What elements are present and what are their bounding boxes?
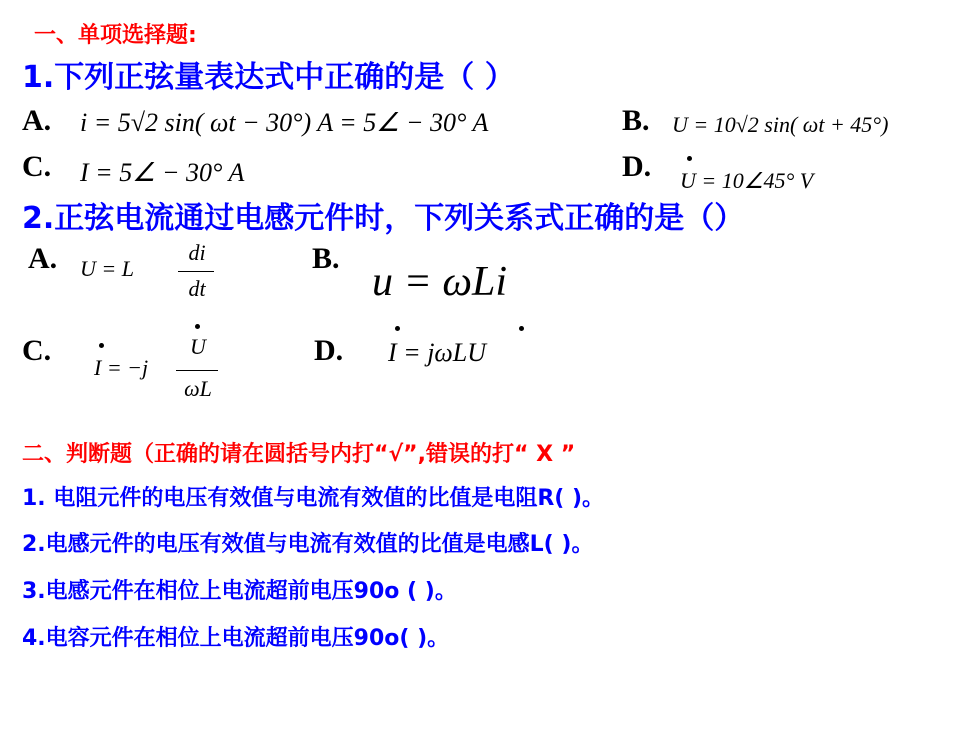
q1-a-label: A. bbox=[22, 104, 52, 137]
q2-a-denominator: dt bbox=[188, 276, 206, 301]
q2-c-numerator: U bbox=[190, 334, 206, 359]
q2-d-expr: I = jωLU bbox=[388, 338, 487, 367]
q2-a-numerator: di bbox=[188, 240, 206, 265]
judgement-item-1: 1. 电阻元件的电压有效值与电流有效值的比值是电阻R( )。 bbox=[22, 486, 605, 511]
phasor-dot bbox=[195, 324, 200, 329]
q2-a-label: A. bbox=[28, 242, 58, 275]
q1-prompt: 1.下列正弦量表达式中正确的是（ ） bbox=[22, 60, 515, 95]
q1-d-label: D. bbox=[622, 150, 652, 183]
phasor-dot bbox=[687, 156, 692, 161]
section1-title: 一、单项选择题: bbox=[34, 23, 197, 48]
fraction-bar bbox=[176, 370, 218, 371]
fraction-bar bbox=[178, 271, 214, 272]
judgement-item-3: 3.电感元件在相位上电流超前电压90o ( )。 bbox=[22, 579, 457, 604]
q2-b-label: B. bbox=[312, 242, 340, 275]
phasor-dot bbox=[395, 326, 400, 331]
phasor-dot bbox=[99, 343, 104, 348]
q2-c-denominator: ωL bbox=[184, 376, 212, 401]
judgement-item-4: 4.电容元件在相位上电流超前电压90o( )。 bbox=[22, 626, 450, 651]
section2-title: 二、判断题（正确的请在圆括号内打“√”,错误的打“ X ” bbox=[22, 442, 576, 467]
q1-c-expr: I = 5∠ − 30° A bbox=[80, 158, 245, 187]
q1-b-expr: U = 10√2 sin( ωt + 45°) bbox=[672, 112, 889, 137]
q2-a-lhs: U = L bbox=[80, 256, 134, 281]
q2-c-label: C. bbox=[22, 334, 52, 367]
q1-b-label: B. bbox=[622, 104, 650, 137]
q1-c-label: C. bbox=[22, 150, 52, 183]
q2-b-expr: u = ωLi bbox=[372, 259, 508, 305]
q1-a-expr: i = 5√2 sin( ωt − 30°) A = 5∠ − 30° A bbox=[80, 108, 489, 137]
phasor-dot bbox=[519, 326, 524, 331]
q2-d-label: D. bbox=[314, 334, 344, 367]
q2-prompt: 2.正弦电流通过电感元件时，下列关系式正确的是（） bbox=[22, 201, 745, 236]
judgement-item-2: 2.电感元件的电压有效值与电流有效值的比值是电感L( )。 bbox=[22, 532, 594, 557]
q1-d-expr: U = 10∠45° V bbox=[680, 168, 814, 193]
q2-c-lhs: I = −j bbox=[94, 355, 149, 380]
